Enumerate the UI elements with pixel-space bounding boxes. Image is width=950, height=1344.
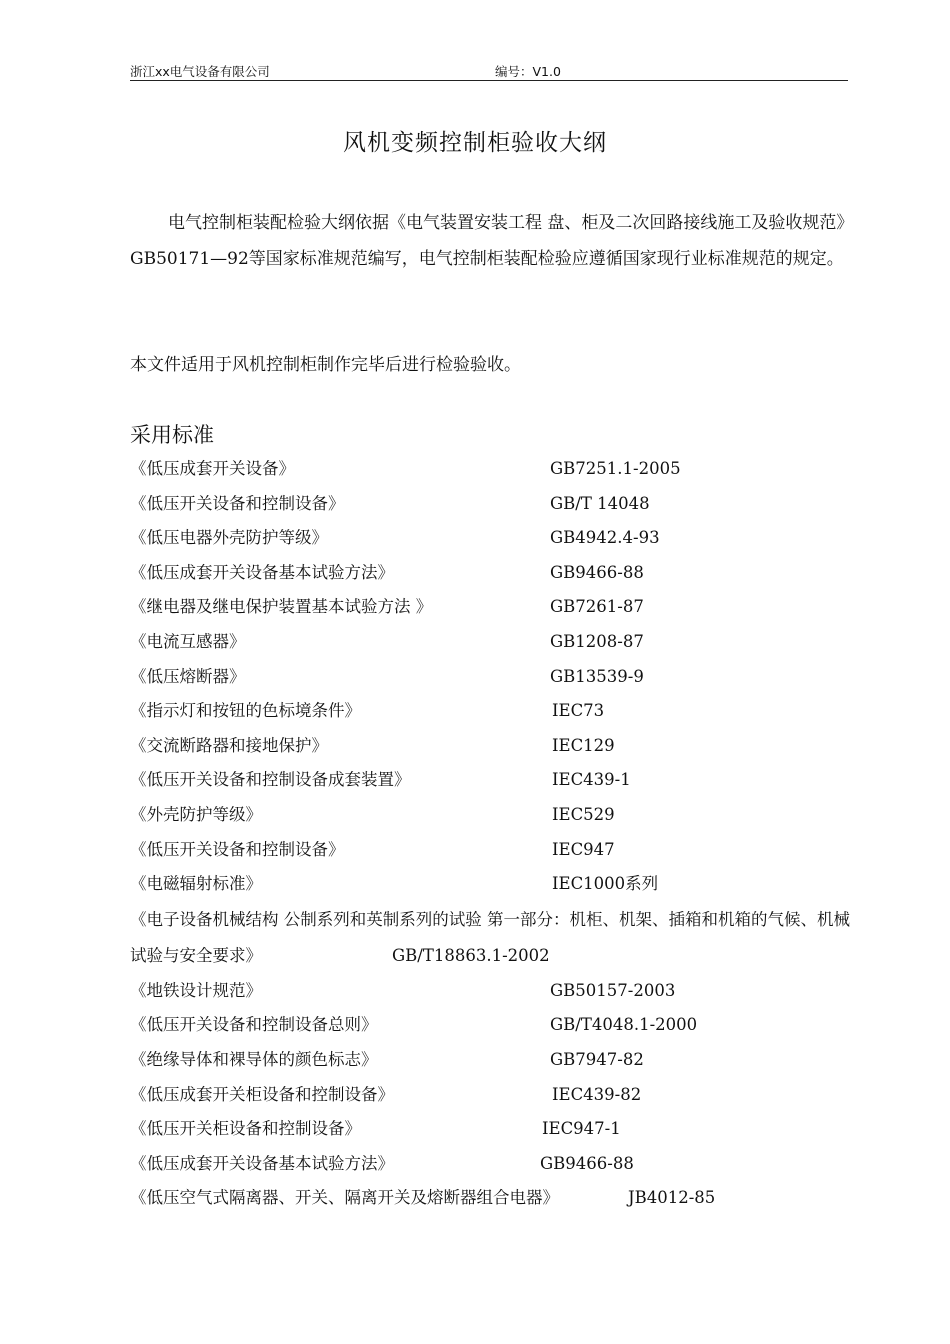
standard-name: 《低压空气式隔离器、开关、隔离开关及熔断器组合电器》 [130,1188,559,1208]
standard-row [130,729,850,764]
standard-code: IEC439-1 [552,770,631,790]
standard-code: GB7251.1-2005 [550,459,681,478]
standard-row [130,974,850,1009]
standard-name: 《电子设备机械结构 公制系列和英制系列的试验 第一部分：机柜、机架、插箱和机箱的气候、机械试验与安全要求》 [130,909,850,965]
page-header [130,60,848,81]
standard-name: 《低压电器外壳防护等级》 [130,528,328,548]
standard-row [130,867,850,902]
scope-paragraph: 本文件适用于风机控制柜制作完毕后进行检验验收。 [130,355,521,375]
standard-code: IEC439-82 [552,1084,642,1104]
standard-row [130,1078,850,1113]
section-title: 采用标准 [130,423,214,447]
standard-row [130,1112,850,1147]
standard-code: GB1208-87 [550,631,644,651]
standard-code: GB13539-9 [550,666,644,686]
standard-code: IEC129 [552,735,615,755]
standard-code: GB4942.4-93 [550,528,660,548]
standard-code: JB4012-85 [628,1188,716,1208]
standard-row [130,833,850,868]
standard-name: 《低压开关设备和控制设备》 [130,493,345,513]
standard-row [130,694,850,729]
standard-name: 《低压开关设备和控制设备》 [130,839,345,859]
standard-name: 《低压成套开关设备基本试验方法》 [130,562,394,582]
standard-row [130,452,850,487]
document-title: 风机变频控制柜验收大纲 [343,130,607,156]
standard-name: 《低压熔断器》 [130,666,246,686]
standard-name: 《继电器及继电保护装置基本试验方法 》 [130,597,433,617]
standard-row [130,590,850,625]
standard-name: 《外壳防护等级》 [130,804,262,824]
standard-name: 《低压成套开关设备》 [130,459,295,478]
standard-code: IEC947 [552,839,615,859]
standard-code: GB/T18863.1-2002 [392,945,550,965]
standards-list [130,452,850,1216]
document-code: 编号：V1.0 [495,64,561,79]
standard-row [130,902,850,974]
standard-row [130,556,850,591]
standard-code: GB50157-2003 [550,980,676,1000]
standard-row [130,487,850,522]
standard-name: 《低压开关设备和控制设备成套装置》 [130,770,411,790]
standard-name: 《交流断路器和接地保护》 [130,735,328,755]
standard-name: 《电流互感器》 [130,631,246,651]
company-name: 浙江xx电气设备有限公司 [130,64,270,79]
standard-row [130,1043,850,1078]
standard-code: GB9466-88 [540,1153,634,1173]
standard-row [130,798,850,833]
standard-code: GB7947-82 [550,1049,644,1069]
standard-row [130,625,850,660]
standard-name: 《指示灯和按钮的色标境条件》 [130,701,361,721]
standard-code: GB7261-87 [550,597,644,617]
standard-code: IEC947-1 [542,1119,621,1139]
standard-code: IEC529 [552,804,615,824]
standard-row [130,1181,850,1216]
standard-code: IEC1000系列 [552,874,659,894]
standard-code: GB9466-88 [550,562,644,582]
standard-row [130,521,850,556]
standard-code: GB/T4048.1-2000 [550,1015,698,1035]
standard-code: GB/T 14048 [550,493,650,513]
standard-row [130,660,850,695]
standard-name: 《电磁辐射标准》 [130,874,262,894]
standard-row [130,763,850,798]
standard-name: 《低压开关柜设备和控制设备》 [130,1119,361,1139]
standard-name: 《低压开关设备和控制设备总则》 [130,1015,378,1035]
standard-name: 《地铁设计规范》 [130,980,262,1000]
standard-row [130,1008,850,1043]
standard-name: 《绝缘导体和裸导体的颜色标志》 [130,1049,378,1069]
standard-row [130,1147,850,1182]
standard-code: IEC73 [552,701,605,721]
standard-name: 《低压成套开关柜设备和控制设备》 [130,1084,394,1104]
standard-name: 《低压成套开关设备基本试验方法》 [130,1153,394,1173]
intro-paragraph: 电气控制柜装配检验大纲依据《电气装置安装工程 盘、柜及二次回路接线施工及验收规范》GB50171—92等国家标准规范编写，电气控制柜装配检验应遵循国家现行业标准规范的规定。 [130,213,845,269]
